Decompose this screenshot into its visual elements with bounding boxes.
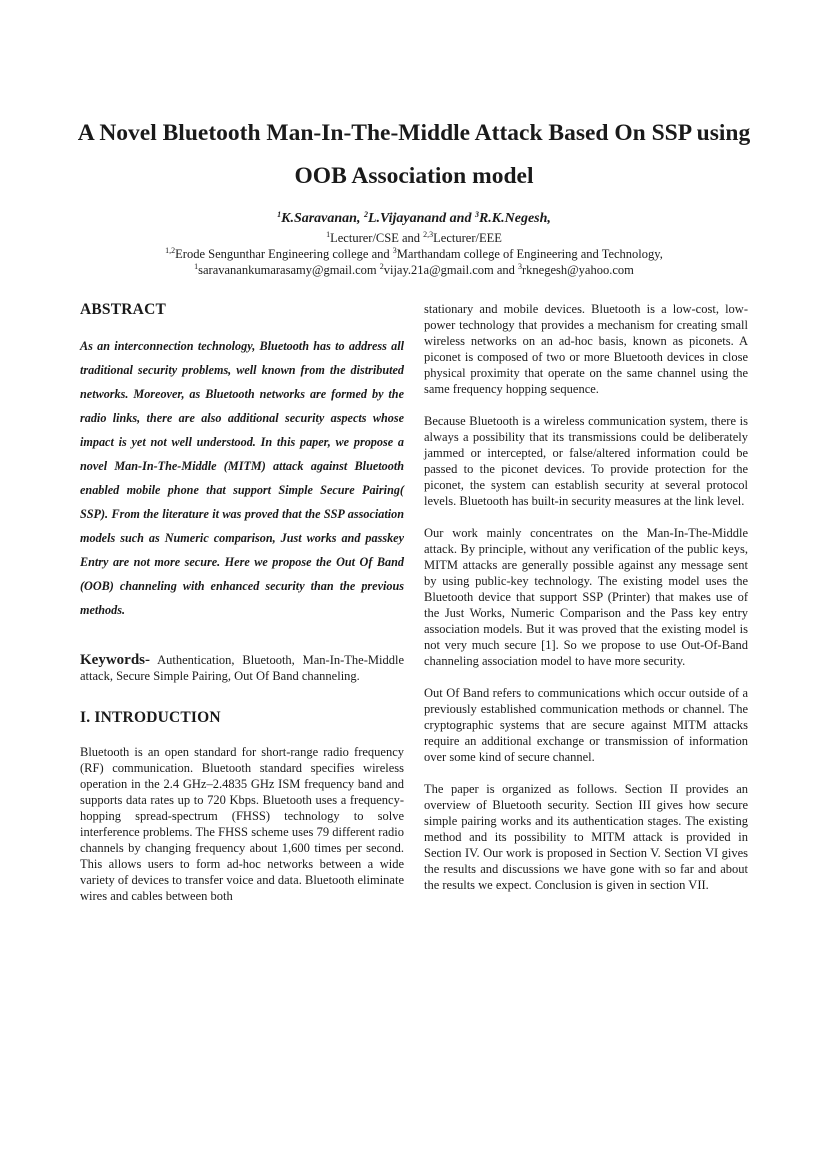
abstract-heading: ABSTRACT (80, 301, 167, 318)
intro-paragraph-1-continued: stationary and mobile devices. Bluetooth is a low-cost, low-power technology that provides a mechanism for creating small wireless networks on an ad-hoc basis, known as piconets. A piconet is composed of two or more Bluetooth devices in close physical proximity that operate on the same channel using the same frequency hopping sequence. (424, 302, 748, 396)
college-1: Erode Sengunthar Engineering college and (175, 247, 393, 261)
author-2: L.Vijayanand and (367, 211, 475, 226)
intro-paragraph-1: Bluetooth is an open standard for short-range radio frequency (RF) communication. Bluetooth standard specifies wireless operation in the 2.4 GHz–2.4835 GHz ISM frequency band and supports data rates up to 720 Kbps. Bluetooth uses a frequency-hopping spread-spectrum (FHSS) technology to solve interference problems. The FHSS scheme uses 79 different radio channels by changing frequency about 1,600 times per second. This allows users to form ad-hoc networks between a wide variety of devices to transfer voice and data. Bluetooth eliminate wires and cables between both (80, 745, 404, 903)
role-2: Lecturer/EEE (433, 231, 502, 245)
right-column (424, 301, 748, 893)
author-emails (0, 262, 828, 278)
title-line-1: A Novel Bluetooth Man-In-The-Middle Attack Based On SSP using (77, 120, 751, 146)
abstract-text: As an interconnection technology, Bluetooth has to address all traditional security problems, well known from the distributed networks. Moreover, as Bluetooth networks are formed by the radio links, there are also additional security aspects whose impact is yet not well understood. In this paper, we propose a novel Man-In-The-Middle (MITM) attack against Bluetooth enabled mobile phone that support Simple Secure Pairing( SSP). From the literature it was proved that the SSP association models such as Numeric comparison, Just works and passkey Entry are not more secure. Here we propose the Out Of Band (OOB) channeling with enhanced security than the previous methods. (80, 339, 404, 617)
affiliation-colleges (0, 246, 828, 262)
college-1-marker: 1,2 (165, 246, 176, 255)
left-column (80, 300, 404, 904)
author-1-marker: 1 (277, 210, 282, 219)
introduction-heading: I. INTRODUCTION (80, 709, 221, 726)
keywords-label: Keywords- (80, 652, 150, 668)
author-1: K.Saravanan, (281, 211, 364, 226)
intro-paragraph-5: The paper is organized as follows. Section II provides an overview of Bluetooth security. Section III gives how secure simple pairing works and its authentication stages. The existing method and its possibility to MITM attack is provided in Section IV. Our work is proposed in Section V. Section VI gives the results and discussions we have gone with so far and about the results we expect. Conclusion is given in section VII. (424, 782, 748, 892)
role-1-marker: 1 (326, 230, 331, 239)
intro-paragraph-2: Because Bluetooth is a wireless communication system, there is always a possibility that its transmissions could be deliberately jammed or intercepted, or false/altered information could be passed to the piconet devices. To provide protection for the piconet, the system can establish security at several protocol levels. Bluetooth has built-in security measures at the link level. (424, 414, 748, 508)
email-1: saravanankumarasamy@gmail.com (198, 263, 380, 277)
keywords (80, 652, 404, 684)
email-3: rknegesh@yahoo.com (522, 263, 634, 277)
author-list (0, 210, 828, 228)
affiliation-roles (0, 230, 828, 246)
paper-title (0, 112, 828, 198)
author-3-marker: 3 (474, 210, 479, 219)
email-3-marker: 3 (518, 262, 523, 271)
email-1-marker: 1 (194, 262, 199, 271)
keywords-text: Authentication, Bluetooth, Man-In-The-Middle attack, Secure Simple Pairing, Out Of Band channeling. (80, 653, 404, 683)
role-2-marker: 2,3 (423, 230, 434, 239)
intro-paragraph-3: Our work mainly concentrates on the Man-In-The-Middle attack. By principle, without any verification of the public keys, MITM attacks are generally possible against any message sent by using public-key technology. The existing model uses the Bluetooth device that support SSP (Printer) that makes use of the Just Works, Numeric Comparison and the Pass key entry association models. But it was proved that the existing model is not very much secure [1]. So we propose to use Out-Of-Band channeling association model to have more security. (424, 526, 748, 668)
college-2: Marthandam college of Engineering and Technology, (396, 247, 663, 261)
college-2-marker: 3 (392, 246, 397, 255)
author-3: R.K.Negesh, (478, 211, 551, 226)
title-line-2: OOB Association model (294, 163, 534, 189)
author-2-marker: 2 (363, 210, 368, 219)
role-1: Lecturer/CSE and (330, 231, 424, 245)
email-2: vijay.21a@gmail.com and (383, 263, 519, 277)
email-2-marker: 2 (379, 262, 384, 271)
intro-paragraph-4: Out Of Band refers to communications which occur outside of a previously established communication methods or channel. The cryptographic systems that are secure against MITM attacks require an additional exchange or transmission of information over some kind of secure channel. (424, 686, 748, 764)
